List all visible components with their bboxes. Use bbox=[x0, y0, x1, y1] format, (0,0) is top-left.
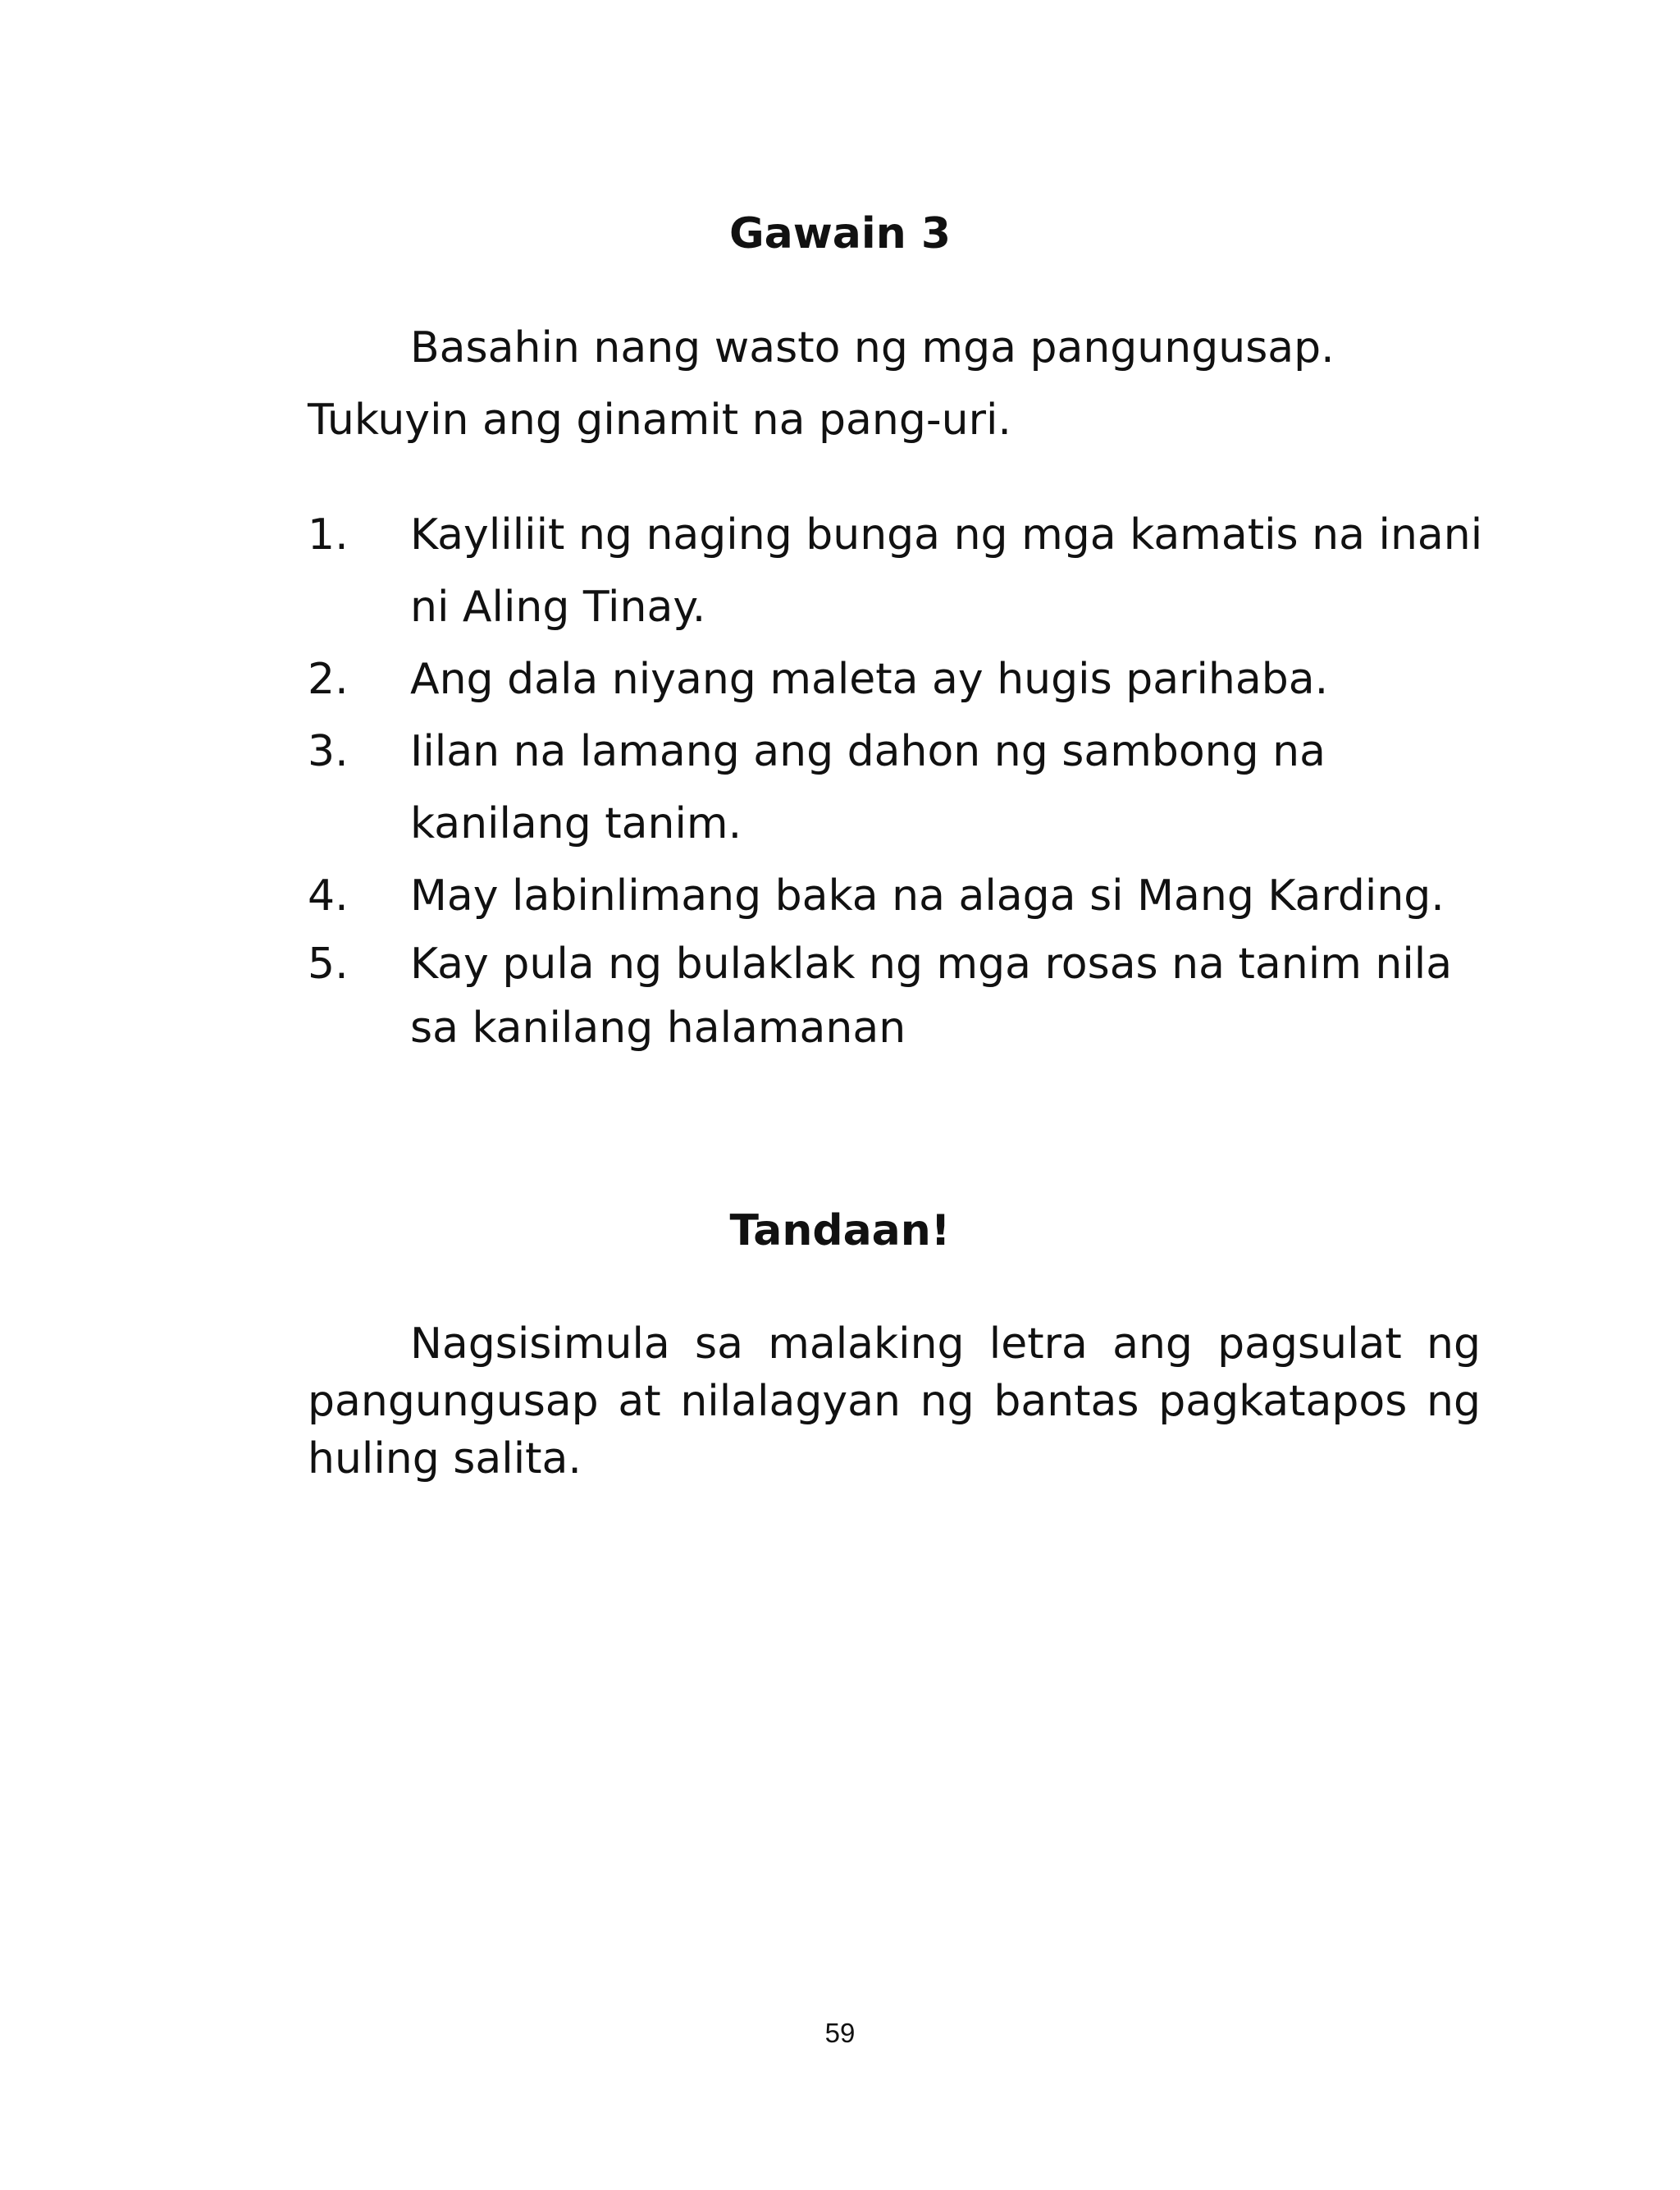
activity-instructions bbox=[308, 312, 1481, 456]
item-number: 1. bbox=[308, 510, 349, 560]
list-item bbox=[308, 643, 1489, 716]
list-item bbox=[308, 499, 1489, 643]
item-text: Ang dala niyang maleta ay hugis parihaba. bbox=[410, 655, 1329, 704]
activity-title: Gawain 3 bbox=[728, 209, 952, 258]
item-number: 3. bbox=[308, 727, 349, 776]
instruction-line-1: Basahin nang wasto ng mga pangungusap. bbox=[410, 323, 1335, 373]
reminder-title: Tandaan! bbox=[729, 1206, 951, 1255]
item-text: Iilan na lamang ang dahon ng sambong na kanilang tanim. bbox=[410, 727, 1326, 848]
item-text: Kay pula ng bulaklak ng mga rosas na tanim nila sa kanilang halamanan bbox=[410, 940, 1453, 1053]
instruction-line-2: Tukuyin ang ginamit na pang-uri. bbox=[308, 395, 1011, 445]
item-text: May labinlimang baka na alaga si Mang Karding. bbox=[410, 871, 1445, 921]
page-number: 59 bbox=[824, 2018, 856, 2048]
item-text: Kayliliit ng naging bunga ng mga kamatis na inani ni Aling Tinay. bbox=[410, 510, 1483, 632]
reminder-text: Nagsisimula sa malaking letra ang pagsulat ng pangungusap at nilalagyan ng bantas pagkatapos ng huling salita. bbox=[308, 1319, 1481, 1484]
list-item bbox=[308, 716, 1489, 860]
item-number: 4. bbox=[308, 871, 349, 921]
list-item bbox=[308, 860, 1489, 932]
list-item bbox=[308, 932, 1489, 1060]
item-number: 2. bbox=[308, 655, 349, 704]
sentence-list bbox=[308, 499, 1489, 1060]
item-number: 5. bbox=[308, 940, 349, 989]
